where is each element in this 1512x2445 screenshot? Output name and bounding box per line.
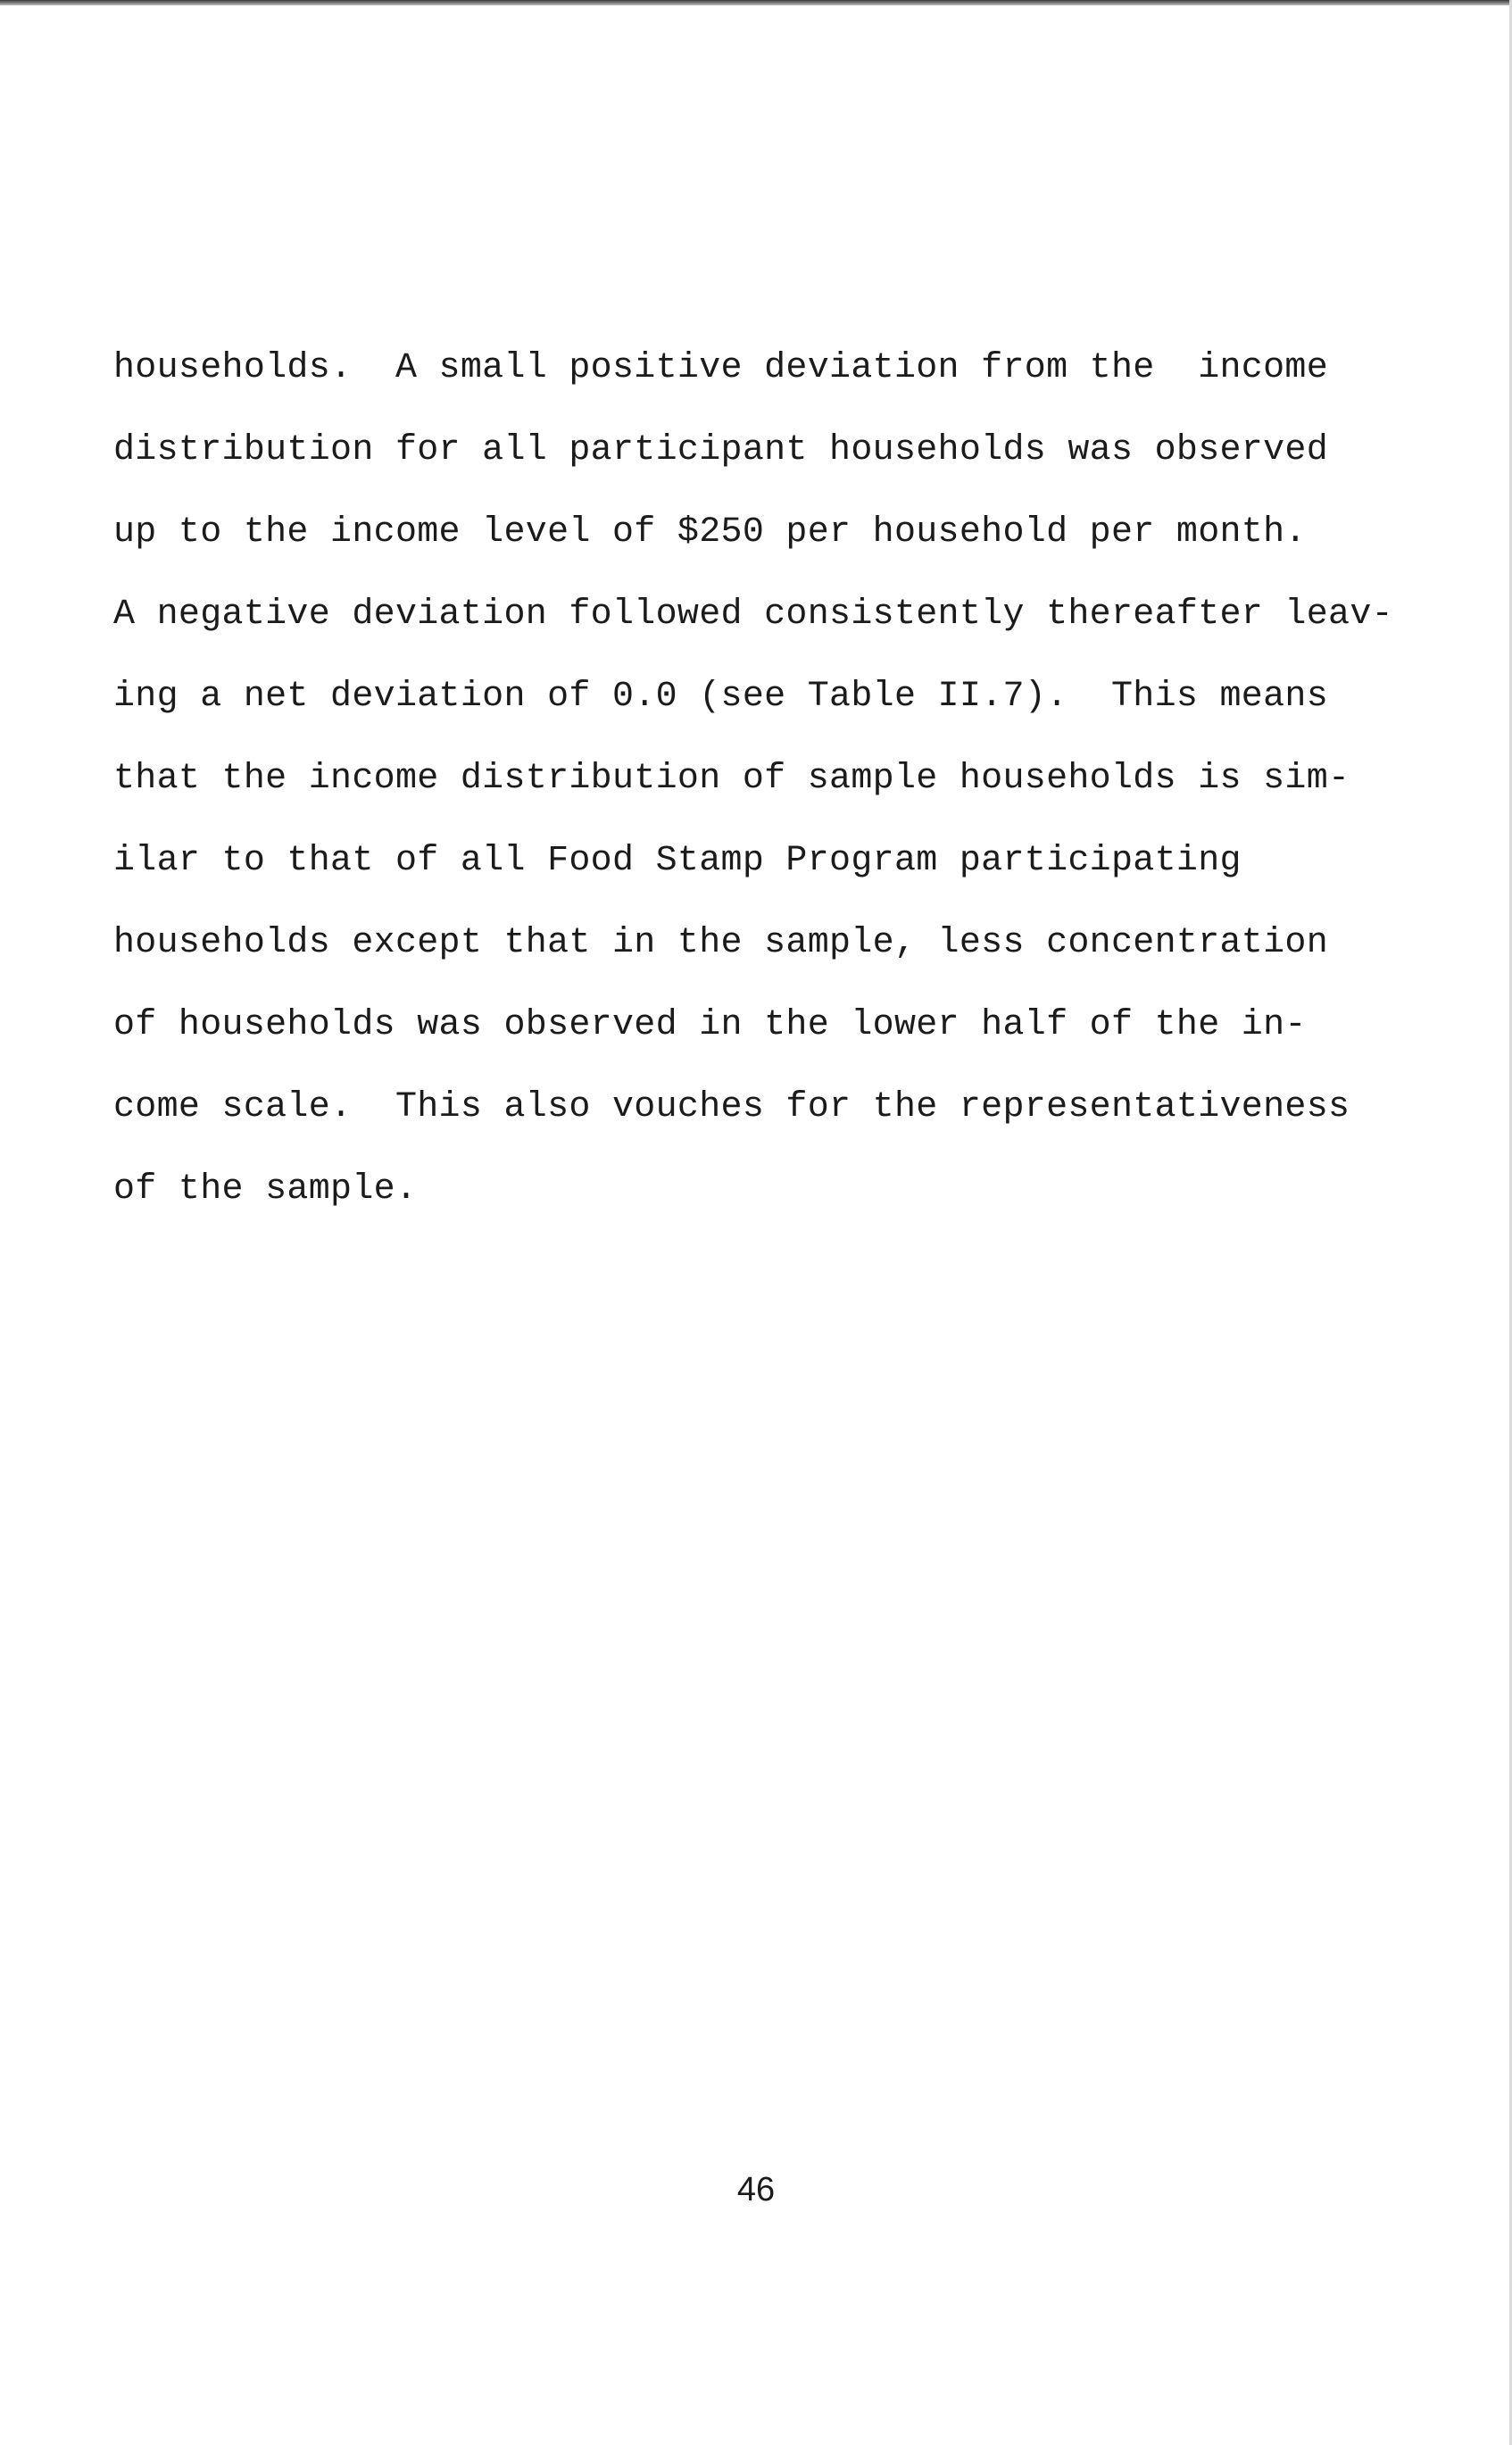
page-top-edge xyxy=(0,0,1512,5)
page-number: 46 xyxy=(736,2171,776,2208)
text-line: of the sample. xyxy=(113,1169,418,1210)
text-line: households except that in the sample, less concentration xyxy=(113,923,1329,963)
text-line: up to the income level of $250 per household per month. xyxy=(113,512,1307,553)
text-line: households. A small positive deviation from the income xyxy=(113,348,1329,388)
body-paragraph xyxy=(113,337,1393,1241)
text-line: ing a net deviation of 0.0 (see Table II.7). This means xyxy=(113,677,1329,717)
text-line: come scale. This also vouches for the representativeness xyxy=(113,1087,1350,1127)
text-line: A negative deviation followed consistently thereafter leav- xyxy=(113,595,1393,635)
text-line: distribution for all participant households was observed xyxy=(113,430,1329,470)
text-line: ilar to that of all Food Stamp Program participating xyxy=(113,841,1242,881)
text-line: of households was observed in the lower half of the in- xyxy=(113,1005,1307,1045)
text-line: that the income distribution of sample households is sim- xyxy=(113,759,1350,799)
